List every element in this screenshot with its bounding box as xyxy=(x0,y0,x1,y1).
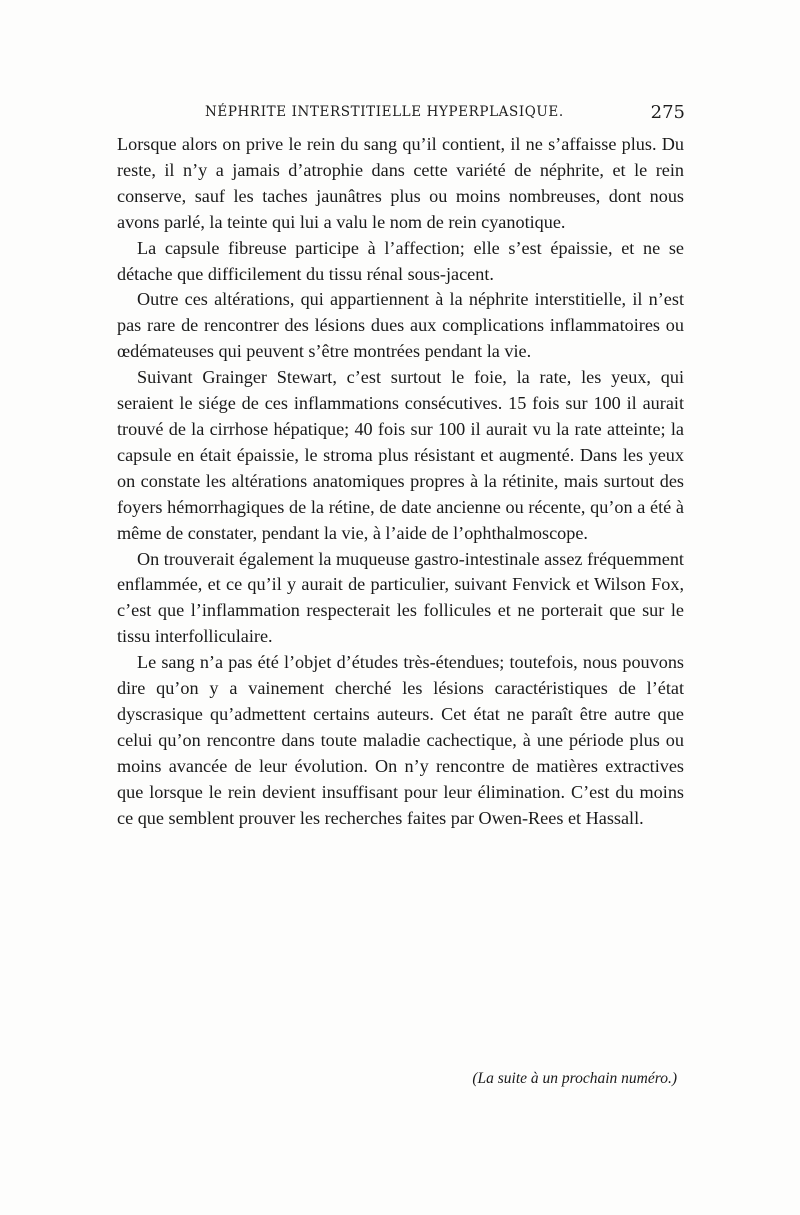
page-number: 275 xyxy=(650,102,685,123)
paragraph-1: Lorsque alors on prive le rein du sang qu’il contient, il ne s’affaisse plus. Du reste, il n’y a jamais d’atrophie dans cette variété de néphrite, et le rein conserve, sauf les taches jaunâtres plus ou moins nombreuses, dont nous avons parlé, la teinte qui lui a valu le nom de rein cyanotique. xyxy=(117,134,684,232)
paragraph-3: Outre ces altérations, qui appartiennent à la néphrite interstitielle, il n’est pas rare de rencontrer des lésions dues aux complications inflammatoires ou œdémateuses qui peuvent s’être montrées pendant la vie. xyxy=(117,289,684,362)
paragraph-4: Suivant Grainger Stewart, c’est surtout le foie, la rate, les yeux, qui seraient le siége de ces inflammations consécutives. 15 fois sur 100 il aurait trouvé de la cirrhose hépatique; 40 fois sur 100 il aurait vu la rate atteinte; la capsule en était épaissie, le stroma plus résistant et augmenté. Dans les yeux on constate les altérations anatomiques propres à la rétinite, mais surtout des foyers hémorrhagiques de la rétine, de date ancienne ou récente, qu’on a été à même de constater, pendant la vie, à l’aide de l’ophthalmoscope. xyxy=(117,367,684,543)
paragraph-5: On trouverait également la muqueuse gastro-intestinale assez fréquemment enflammée, et ce qu’il y aurait de particulier, suivant Fenvick et Wilson Fox, c’est que l’inflammation respecterait les follicules et ne porterait que sur le tissu interfolliculaire. xyxy=(117,548,684,647)
paragraph-6: Le sang n’a pas été l’objet d’études très-étendues; toutefois, nous pouvons dire qu’on y a vainement cherché les lésions caractéristiques de l’état dyscrasique qu’admettent certains auteurs. Cet état ne paraît être autre que celui qu’on rencontre dans toute maladie cachectique, à une période plus ou moins avancée de leur évolution. On n’y rencontre de matières extractives que lorsque le rein devient insuffisant pour leur élimination. C’est du moins ce que semblent prouver les recherches faites par Owen-Rees et Hassall. xyxy=(117,652,684,828)
running-head xyxy=(115,102,685,128)
body-text xyxy=(117,132,684,831)
running-title: NÉPHRITE INTERSTITIELLE HYPERPLASIQUE. xyxy=(205,104,564,120)
continuation-note: (La suite à un prochain numéro.) xyxy=(472,1070,677,1087)
paragraph-2: La capsule fibreuse participe à l’affection; elle s’est épaissie, et ne se détache que difficilement du tissu rénal sous-jacent. xyxy=(117,237,684,284)
